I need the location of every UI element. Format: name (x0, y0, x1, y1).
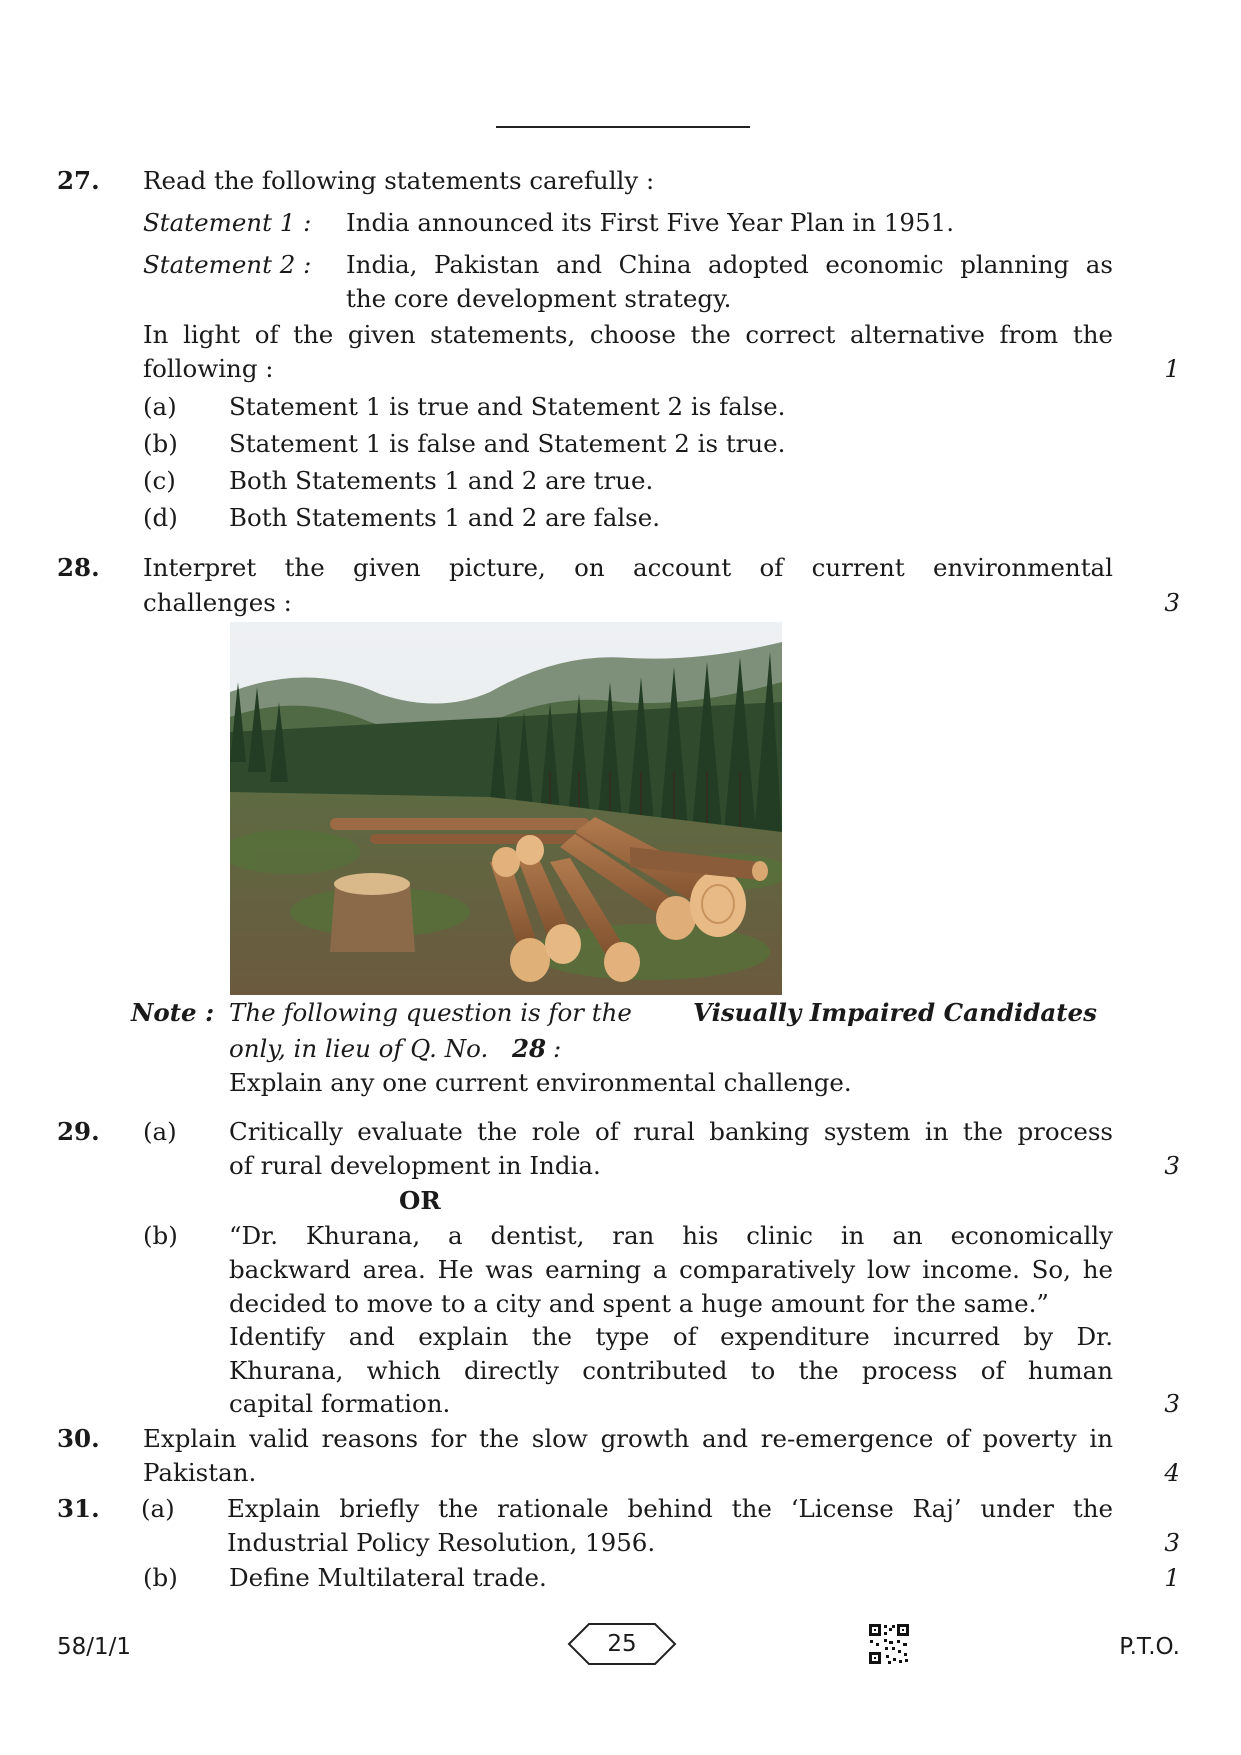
option-text: Statement 1 is true and Statement 2 is false. (229, 392, 786, 421)
statement-1-text: India announced its First Five Year Plan in 1951. (346, 208, 954, 237)
note-emphasis: Visually Impaired Candidates (693, 998, 1097, 1027)
marks: 3 (1164, 588, 1180, 617)
option-label: (b) (143, 429, 178, 458)
question-text: Pakistan. (143, 1458, 257, 1487)
question-number: 27. (57, 166, 100, 195)
marks: 1 (1164, 354, 1180, 383)
question-text: challenges : (143, 588, 292, 617)
paper-code: 58/1/1 (57, 1634, 132, 1660)
marks: 1 (1164, 1563, 1180, 1592)
part-text: Critically evaluate the role of rural banking system in the process (229, 1117, 1113, 1146)
question-prompt: following : (143, 354, 274, 383)
option-text: Both Statements 1 and 2 are true. (229, 466, 654, 495)
note-question-ref: 28 (512, 1034, 547, 1063)
statement-2-label: Statement 2 : (143, 250, 312, 279)
question-number: 30. (57, 1424, 100, 1453)
part-label: (a) (143, 1117, 177, 1146)
note-text: The following question is for the (229, 998, 632, 1027)
option-text: Statement 1 is false and Statement 2 is true. (229, 429, 786, 458)
option-label: (a) (143, 392, 177, 421)
part-text: Industrial Policy Resolution, 1956. (227, 1528, 656, 1557)
note-label: Note : (131, 998, 215, 1027)
page-number-badge (567, 1620, 677, 1668)
marks: 3 (1164, 1151, 1180, 1180)
marks: 3 (1164, 1389, 1180, 1418)
question-number: 29. (57, 1117, 100, 1146)
note-text: only, in lieu of Q. No. (229, 1034, 489, 1063)
part-text: backward area. He was earning a comparatively low income. So, he (229, 1255, 1113, 1284)
part-text: decided to move to a city and spent a huge amount for the same.” (229, 1289, 1049, 1318)
part-label: (b) (143, 1563, 178, 1592)
question-number: 28. (57, 553, 100, 582)
marks: 3 (1164, 1528, 1180, 1557)
note-text: : (553, 1034, 562, 1063)
part-text: Identify and explain the type of expenditure incurred by Dr. (229, 1322, 1113, 1351)
or-divider: OR (399, 1186, 441, 1215)
question-prompt: In light of the given statements, choose the correct alternative from the (143, 320, 1113, 349)
marks: 4 (1164, 1458, 1180, 1487)
question-text: Interpret the given picture, on account of current environmental (143, 553, 1113, 582)
page-number: 25 (607, 1631, 637, 1657)
part-label: (a) (141, 1494, 175, 1523)
statement-2-line: the core development strategy. (346, 284, 732, 313)
part-text: Explain briefly the rationale behind the ‘License Raj’ under the (227, 1494, 1113, 1523)
part-text: Khurana, which directly contributed to the process of human (229, 1356, 1113, 1385)
qr-code-icon (868, 1623, 910, 1665)
part-text: of rural development in India. (229, 1151, 601, 1180)
part-text: capital formation. (229, 1389, 451, 1418)
part-label: (b) (143, 1221, 178, 1250)
question-intro: Read the following statements carefully : (143, 166, 655, 195)
statement-2-line: India, Pakistan and China adopted economic planning as (346, 250, 1113, 279)
statement-1-label: Statement 1 : (143, 208, 312, 237)
please-turn-over: P.T.O. (1119, 1634, 1180, 1660)
question-number: 31. (57, 1494, 100, 1523)
part-text: Define Multilateral trade. (229, 1563, 547, 1592)
option-text: Both Statements 1 and 2 are false. (229, 503, 661, 532)
note-question: Explain any one current environmental challenge. (229, 1068, 852, 1097)
top-rule (496, 126, 750, 128)
question-text: Explain valid reasons for the slow growth and re-emergence of poverty in (143, 1424, 1113, 1453)
option-label: (c) (143, 466, 176, 495)
deforestation-photo (230, 622, 782, 995)
part-text: “Dr. Khurana, a dentist, ran his clinic in an economically (229, 1221, 1113, 1250)
option-label: (d) (143, 503, 178, 532)
